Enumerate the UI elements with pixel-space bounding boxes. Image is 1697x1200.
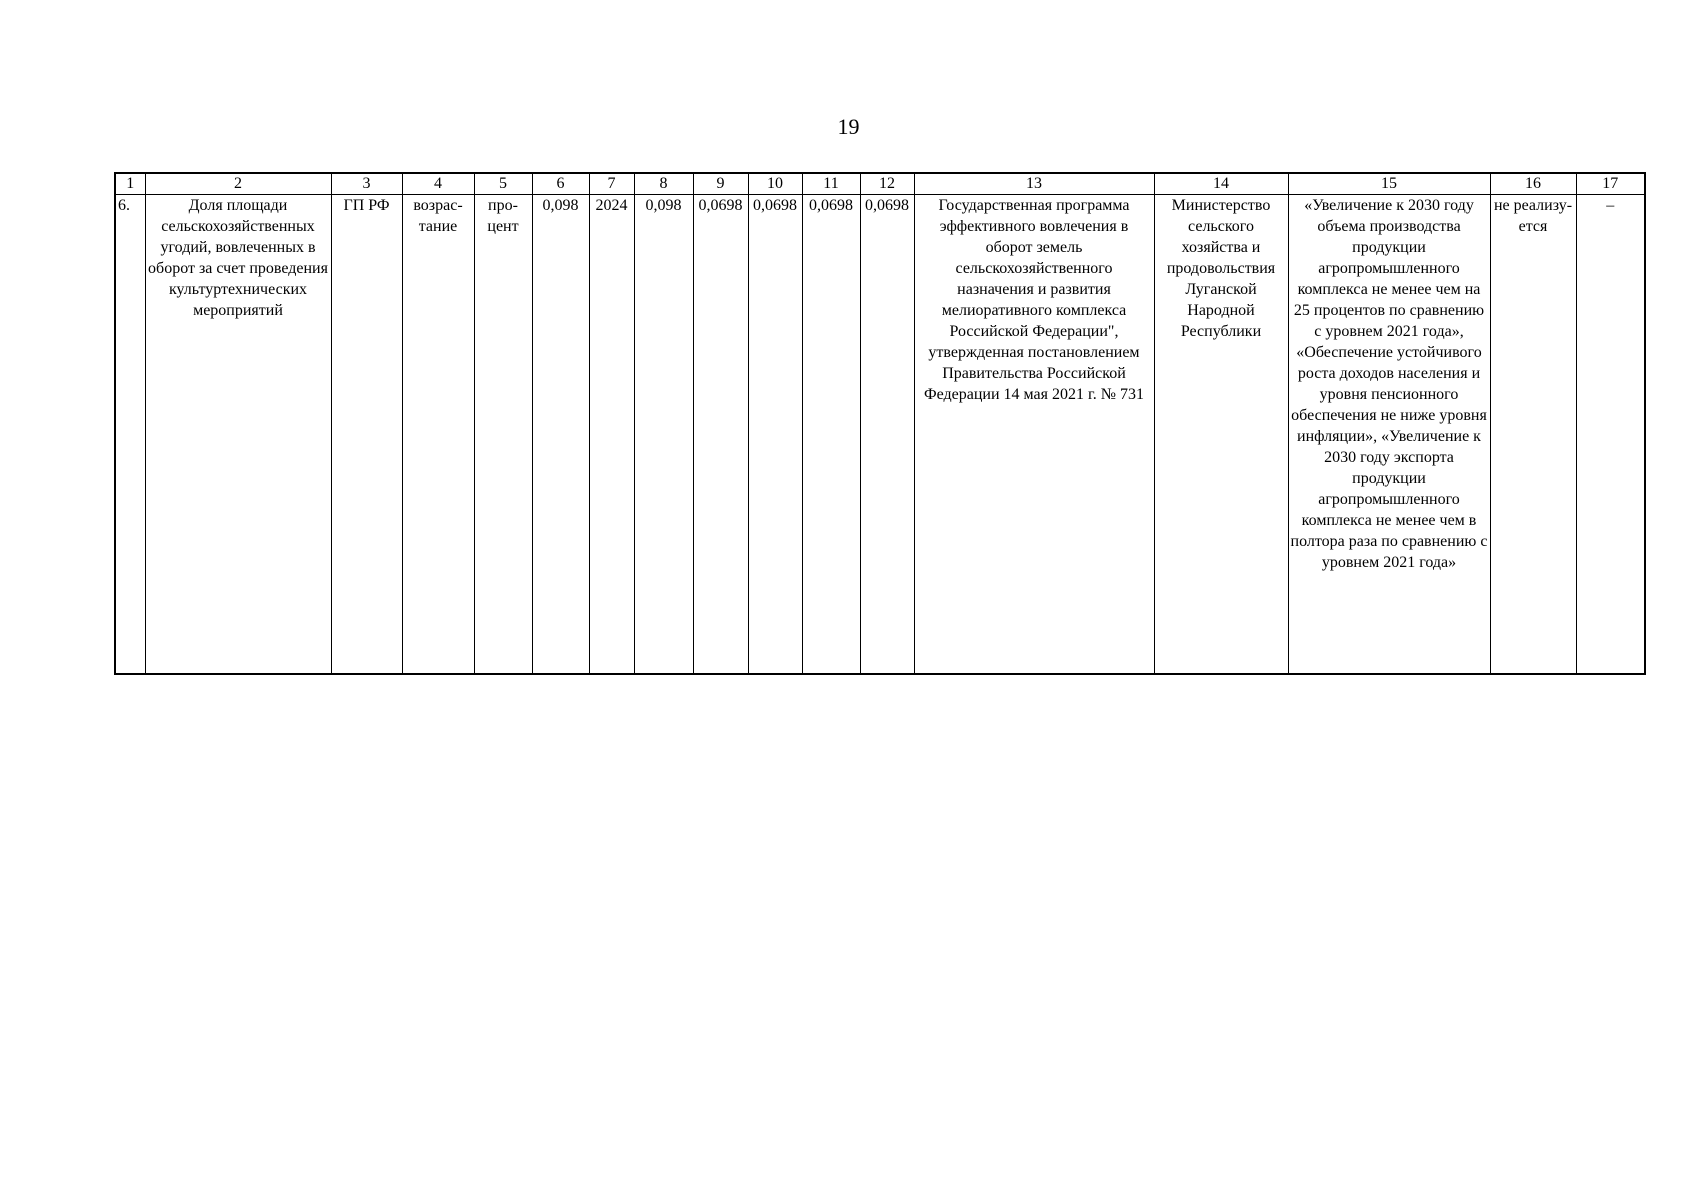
column-number: 11: [802, 173, 860, 195]
indicator-name-cell: Доля площади сельскохозяйственных угодий, вовлеченных в оборот за счет проведения культуртехнических мероприятий: [145, 195, 331, 675]
column-number: 3: [331, 173, 402, 195]
info-system-cell: –: [1576, 195, 1645, 675]
value-cell: 0,0698: [860, 195, 914, 675]
row-number-cell: 6.: [115, 195, 145, 675]
column-number: 16: [1490, 173, 1576, 195]
column-number: 14: [1154, 173, 1288, 195]
column-number: 17: [1576, 173, 1645, 195]
column-number: 6: [532, 173, 589, 195]
base-value-cell: 0,098: [532, 195, 589, 675]
base-year-cell: 2024: [589, 195, 634, 675]
status-cell: не реализу-ется: [1490, 195, 1576, 675]
indicator-table: [114, 172, 1646, 675]
column-number: 7: [589, 173, 634, 195]
column-number: 1: [115, 173, 145, 195]
column-number: 15: [1288, 173, 1490, 195]
column-number: 9: [693, 173, 748, 195]
column-number-row: [115, 173, 1645, 195]
table-row: [115, 195, 1645, 675]
column-number: 12: [860, 173, 914, 195]
goals-cell: «Увеличение к 2030 году объема производства продукции агропромышленного комплекса не менее чем на 25 процентов по сравнению с уровнем 2021 года», «Обеспечение устойчивого роста доходов населения и уровня пенсионного обеспечения не ниже уровня инфляции», «Увеличение к 2030 году экспорта продукции агропромышленного комплекса не менее чем в полтора раза по сравнению с уровнем 2021 года»: [1288, 195, 1490, 675]
value-cell: 0,0698: [802, 195, 860, 675]
unit-cell: про-цент: [474, 195, 532, 675]
trend-cell: возрас-тание: [402, 195, 474, 675]
document-cell: Государственная программа эффективного вовлечения в оборот земель сельскохозяйственного назначения и развития мелиоративного комплекса Российской Федерации", утвержденная постановлением Правительства Российской Федерации 14 мая 2021 г. № 731: [914, 195, 1154, 675]
page-number: 19: [837, 114, 860, 139]
value-cell: 0,098: [634, 195, 693, 675]
value-cell: 0,0698: [693, 195, 748, 675]
column-number: 8: [634, 173, 693, 195]
column-number: 2: [145, 173, 331, 195]
level-cell: ГП РФ: [331, 195, 402, 675]
responsible-cell: Министерство сельского хозяйства и продовольствия Луганской Народной Республики: [1154, 195, 1288, 675]
column-number: 13: [914, 173, 1154, 195]
value-cell: 0,0698: [748, 195, 802, 675]
column-number: 4: [402, 173, 474, 195]
column-number: 10: [748, 173, 802, 195]
column-number: 5: [474, 173, 532, 195]
